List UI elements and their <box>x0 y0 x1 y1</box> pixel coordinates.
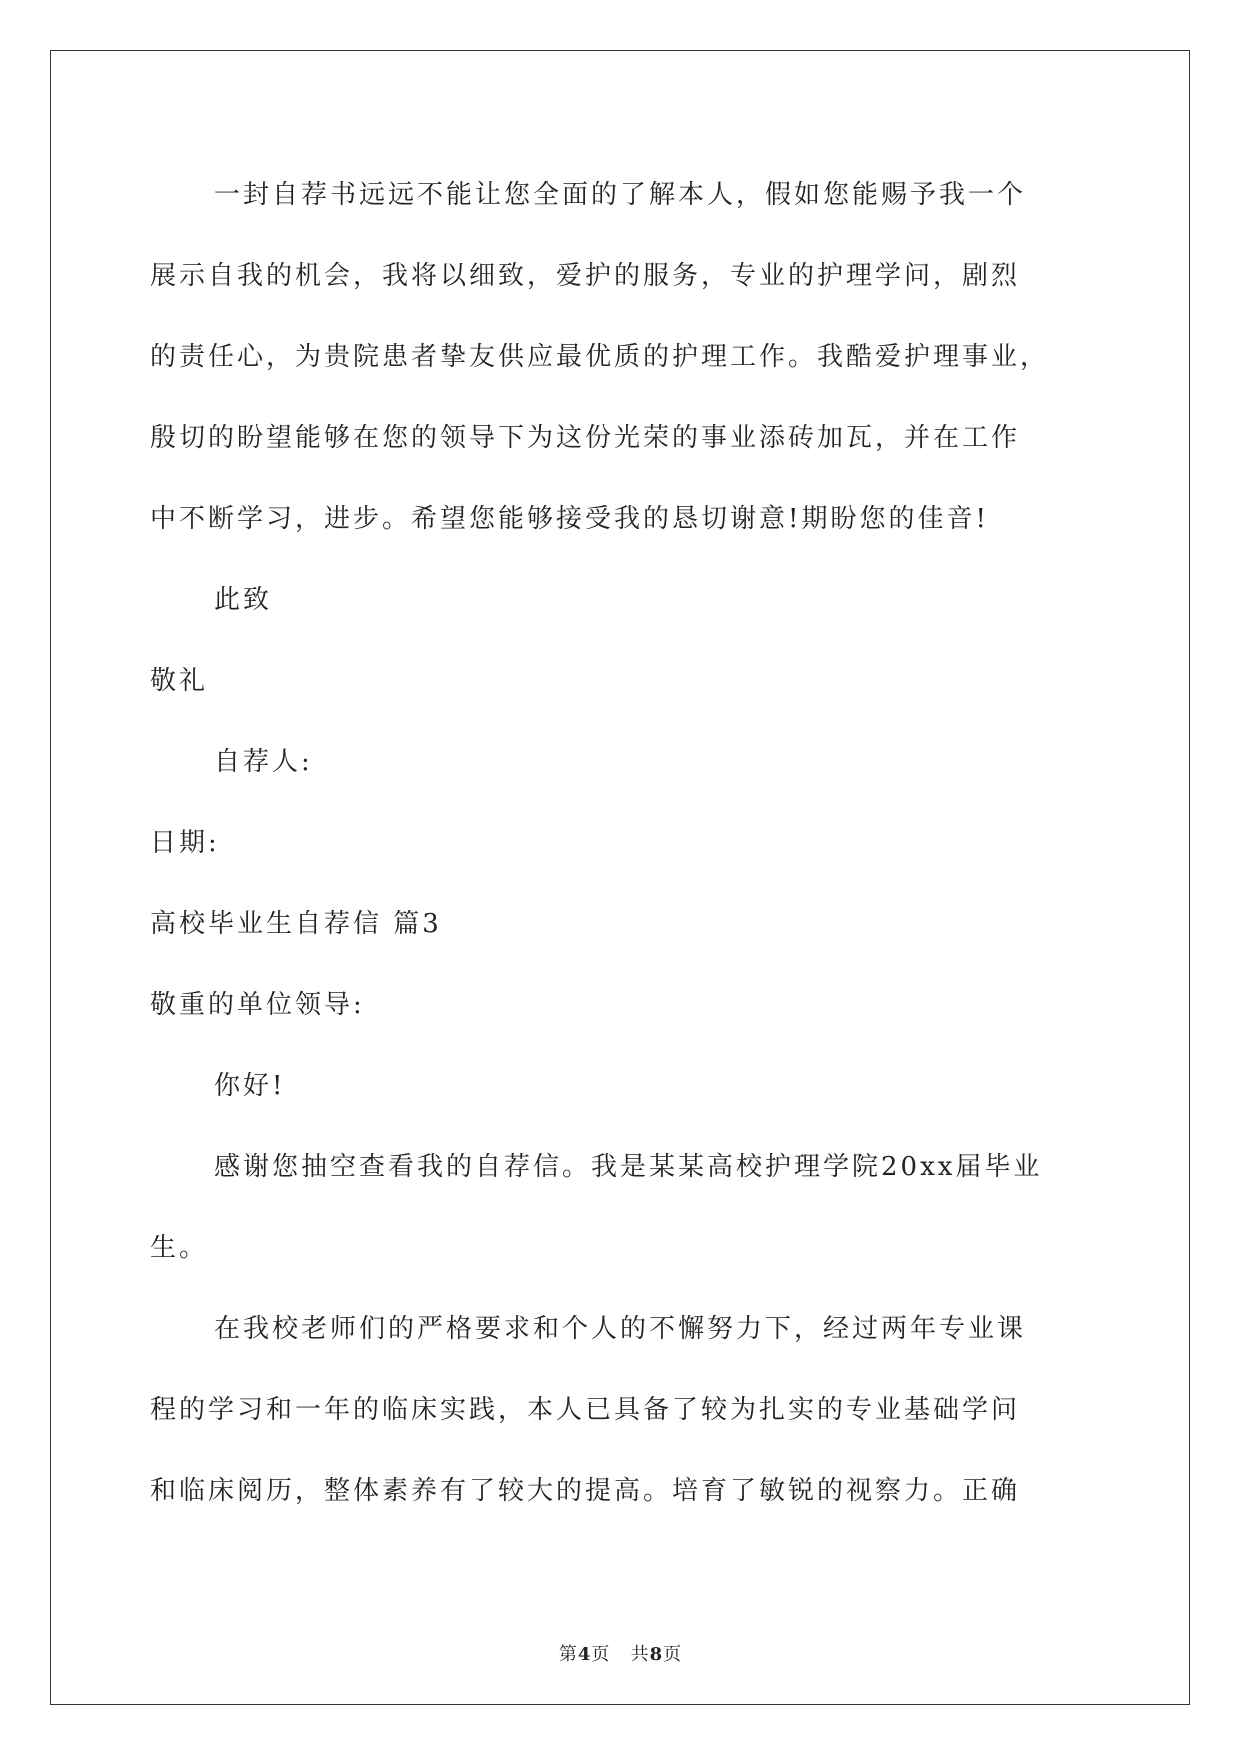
total-pages-number: 8 <box>649 1644 664 1665</box>
paragraph-line: 中不断学习，进步。希望您能够接受我的恳切谢意!期盼您的佳音! <box>150 504 989 534</box>
paragraph-line: 的责任心，为贵院患者挚友供应最优质的护理工作。我酷爱护理事业， <box>150 342 1050 372</box>
page-footer <box>0 1640 1241 1666</box>
closing-regards: 敬礼 <box>150 666 209 696</box>
current-page-number: 4 <box>577 1644 592 1665</box>
greeting-recipient: 敬重的单位领导: <box>150 990 365 1020</box>
footer-total-unit: 页 <box>663 1644 683 1665</box>
footer-prefix: 第 <box>558 1644 578 1665</box>
signature-label: 自荐人: <box>214 747 313 777</box>
greeting: 你好! <box>214 1071 286 1101</box>
paragraph-line: 程的学习和一年的临床实践，本人已具备了较为扎实的专业基础学问 <box>150 1395 1021 1425</box>
paragraph-line: 和临床阅历，整体素养有了较大的提高。培育了敏锐的视察力。正确 <box>150 1476 1021 1506</box>
paragraph-line: 感谢您抽空查看我的自荐信。我是某某高校护理学院20xx届毕业 <box>214 1152 1043 1182</box>
section-title: 高校毕业生自荐信 篇3 <box>150 909 442 939</box>
closing-salutation: 此致 <box>214 585 273 615</box>
paragraph-line: 生。 <box>150 1233 209 1263</box>
paragraph-line: 一封自荐书远远不能让您全面的了解本人，假如您能赐予我一个 <box>214 180 1027 210</box>
date-label: 日期: <box>150 828 220 858</box>
document-body <box>150 155 1100 1532</box>
paragraph-line: 在我校老师们的严格要求和个人的不懈努力下，经过两年专业课 <box>214 1314 1027 1344</box>
paragraph-line: 殷切的盼望能够在您的领导下为这份光荣的事业添砖加瓦，并在工作 <box>150 423 1021 453</box>
footer-total-prefix: 共 <box>630 1644 650 1665</box>
paragraph-line: 展示自我的机会，我将以细致，爱护的服务，专业的护理学问，剧烈 <box>150 261 1021 291</box>
footer-page-unit: 页 <box>591 1644 611 1665</box>
